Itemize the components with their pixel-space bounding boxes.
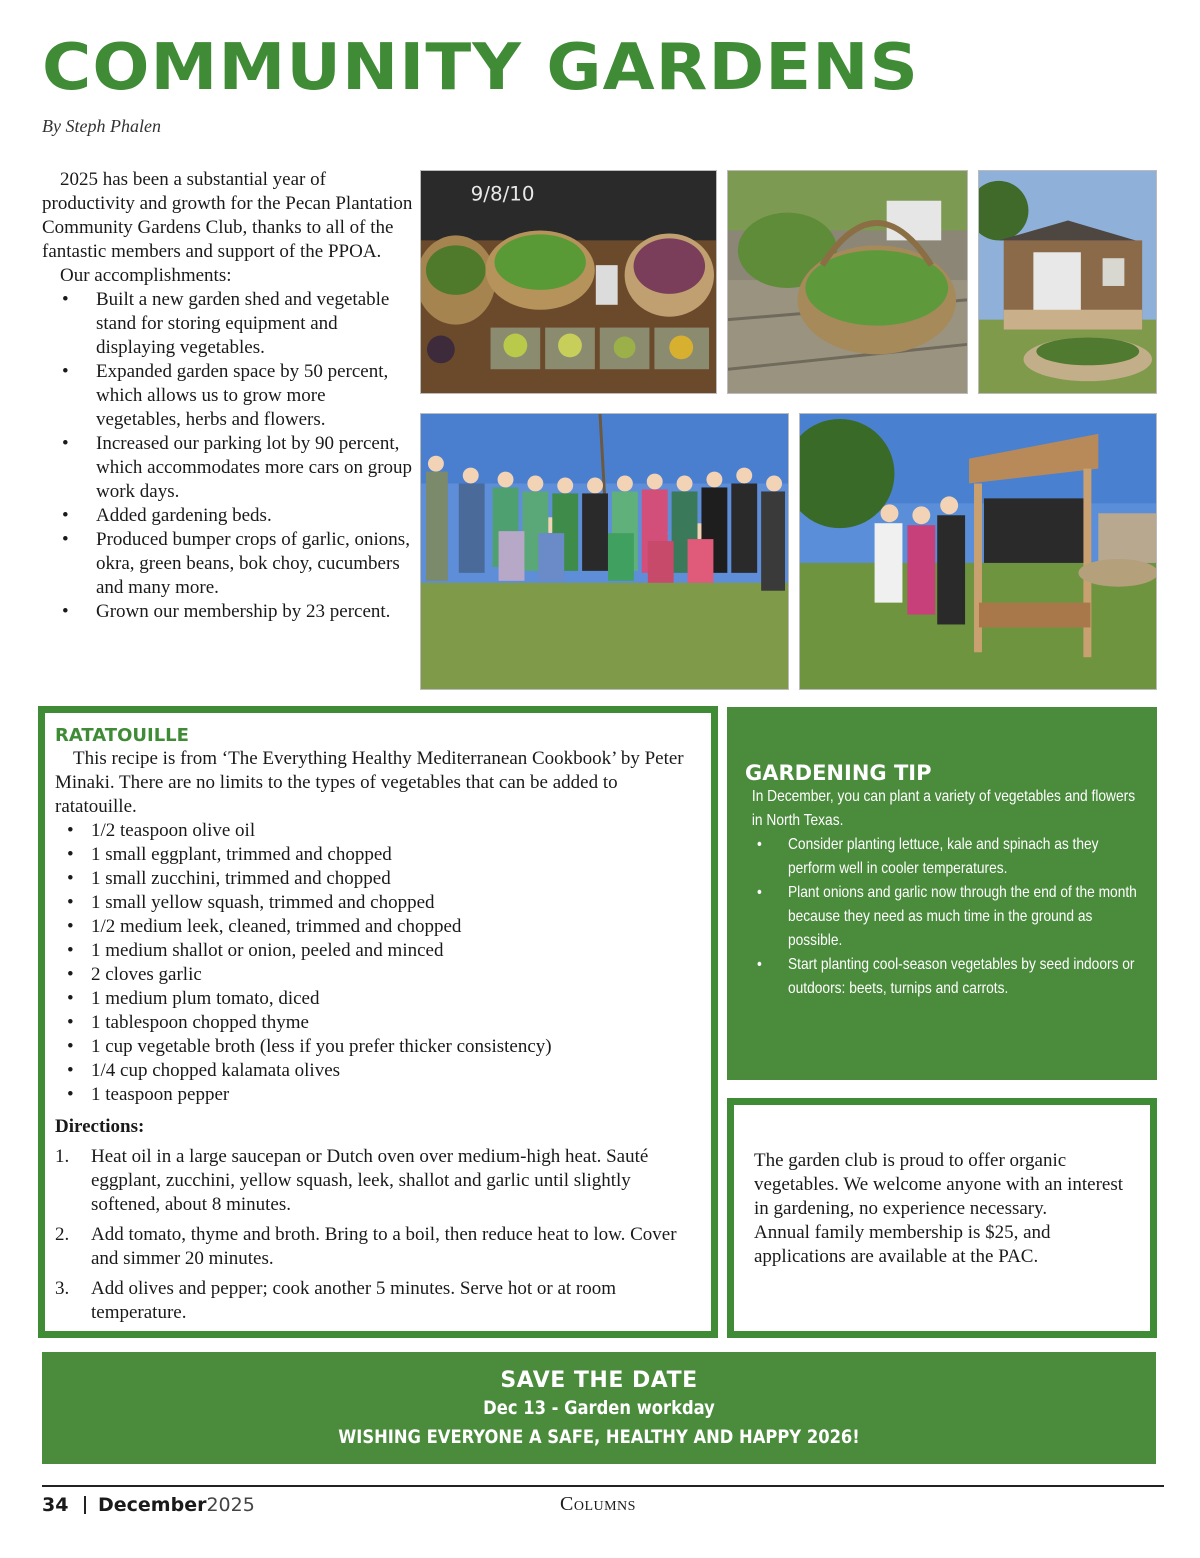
- list-item: • Produced bumper crops of garlic, onions, okra, green beans, bok choy, cucumbers and many more.: [42, 528, 414, 600]
- ingredients-list: [55, 819, 701, 1107]
- photo-vegetable-stand: [799, 413, 1157, 690]
- footer-separator: [84, 1496, 86, 1514]
- save-the-date-banner: [42, 1352, 1156, 1464]
- list-item: • 1 cup vegetable broth (less if you prefer thicker consistency): [55, 1035, 701, 1059]
- gardening-tip-title: GARDENING TIP: [745, 761, 932, 785]
- save-the-date-wish: WISHING EVERYONE A SAFE, HEALTHY AND HAPPY 2026!: [338, 1426, 860, 1448]
- list-item: • 2 cloves garlic: [55, 963, 701, 987]
- directions-list: [55, 1145, 701, 1325]
- step-text: Add olives and pepper; cook another 5 minutes. Serve hot or at room temperature.: [91, 1278, 617, 1323]
- list-item: • 1/2 teaspoon olive oil: [55, 819, 701, 843]
- list-item: • 1 small zucchini, trimmed and chopped: [55, 867, 701, 891]
- list-item: • Grown our membership by 23 percent.: [42, 600, 414, 624]
- photo-club-members-group: [420, 413, 789, 690]
- list-item: • 1 medium shallot or onion, peeled and minced: [55, 939, 701, 963]
- directions-label: Directions:: [55, 1116, 145, 1137]
- recipe-title: RATATOUILLE: [55, 725, 189, 746]
- issue-date: [98, 1494, 255, 1516]
- save-the-date-event: Dec 13 - Garden workday: [483, 1397, 715, 1419]
- gardening-tip-list: [752, 833, 1141, 1001]
- list-item: • 1 small yellow squash, trimmed and chopped: [55, 891, 701, 915]
- byline: By Steph Phalen: [42, 116, 161, 136]
- publication-name: Columns: [560, 1493, 636, 1515]
- issue-year: 2025: [206, 1494, 255, 1516]
- issue-month: December: [98, 1494, 207, 1516]
- list-item: • Start planting cool-season vegetables by seed indoors or outdoors: beets, turnips and carrots.: [752, 953, 1141, 1001]
- gardening-tip-body: [745, 785, 1141, 1001]
- save-the-date-title: SAVE THE DATE: [500, 1368, 698, 1393]
- step-number: 3.: [55, 1278, 70, 1299]
- list-item: • 1 medium plum tomato, diced: [55, 987, 701, 1011]
- accomplishments-label: Our accomplishments:: [60, 265, 232, 286]
- list-item: • 1 teaspoon pepper: [55, 1083, 701, 1107]
- photo-vegetable-baskets: [420, 170, 717, 394]
- photo-garden-shed: [978, 170, 1157, 394]
- step-number: 1.: [55, 1146, 70, 1167]
- list-item: • Built a new garden shed and vegetable stand for storing equipment and displaying vegetables.: [42, 288, 414, 360]
- list-item: • 1 small eggplant, trimmed and chopped: [55, 843, 701, 867]
- list-item: [55, 1277, 701, 1325]
- membership-box: [727, 1098, 1157, 1338]
- page-number: 34: [42, 1494, 69, 1516]
- gardening-tip-intro: In December, you can plant a variety of vegetables and flowers in North Texas.: [751, 788, 1136, 829]
- list-item: • Added gardening beds.: [42, 504, 414, 528]
- list-item: • Plant onions and garlic now through the end of the month because they need as much time in the ground as possible.: [752, 881, 1141, 953]
- list-item: • Consider planting lettuce, kale and spinach as they perform well in cooler temperatures.: [752, 833, 1141, 881]
- accomplishments-list: [42, 288, 414, 624]
- list-item: • Increased our parking lot by 90 percent, which accommodates more cars on group work days.: [42, 432, 414, 504]
- page-title: COMMUNITY GARDENS: [42, 31, 919, 105]
- intro-paragraph: 2025 has been a substantial year of productivity and growth for the Pecan Plantation Community Gardens Club, thanks to all of the fantastic members and support of the PPOA.: [42, 169, 413, 262]
- step-text: Add tomato, thyme and broth. Bring to a boil, then reduce heat to low. Cover and simmer 20 minutes.: [91, 1224, 677, 1269]
- recipe-box: [38, 706, 718, 1338]
- chalkboard-text: 9/8/10: [470, 182, 535, 206]
- recipe-intro: This recipe is from ‘The Everything Healthy Mediterranean Cookbook’ by Peter Minaki. There are no limits to the types of vegetables that can be added to ratatouille.: [55, 748, 684, 817]
- photo-cucumber-basket: [727, 170, 968, 394]
- membership-fee-text: Annual family membership is $25, and applications are available at the PAC.: [754, 1222, 1051, 1267]
- membership-text: The garden club is proud to offer organic vegetables. We welcome anyone with an interest in gardening, no experience necessary.: [754, 1150, 1124, 1219]
- list-item: • 1/4 cup chopped kalamata olives: [55, 1059, 701, 1083]
- list-item: • Expanded garden space by 50 percent, which allows us to grow more vegetables, herbs and flowers.: [42, 360, 414, 432]
- list-item: • 1 tablespoon chopped thyme: [55, 1011, 701, 1035]
- list-item: [55, 1145, 701, 1217]
- step-number: 2.: [55, 1224, 70, 1245]
- step-text: Heat oil in a large saucepan or Dutch oven over medium-high heat. Sauté eggplant, zucchini, yellow squash, leek, shallot and garlic until slightly softened, about 8 minutes.: [91, 1146, 649, 1215]
- intro-article: [42, 168, 414, 624]
- gardening-tip-box: [727, 707, 1157, 1080]
- list-item: [55, 1223, 701, 1271]
- footer-divider: [42, 1485, 1164, 1487]
- list-item: • 1/2 medium leek, cleaned, trimmed and chopped: [55, 915, 701, 939]
